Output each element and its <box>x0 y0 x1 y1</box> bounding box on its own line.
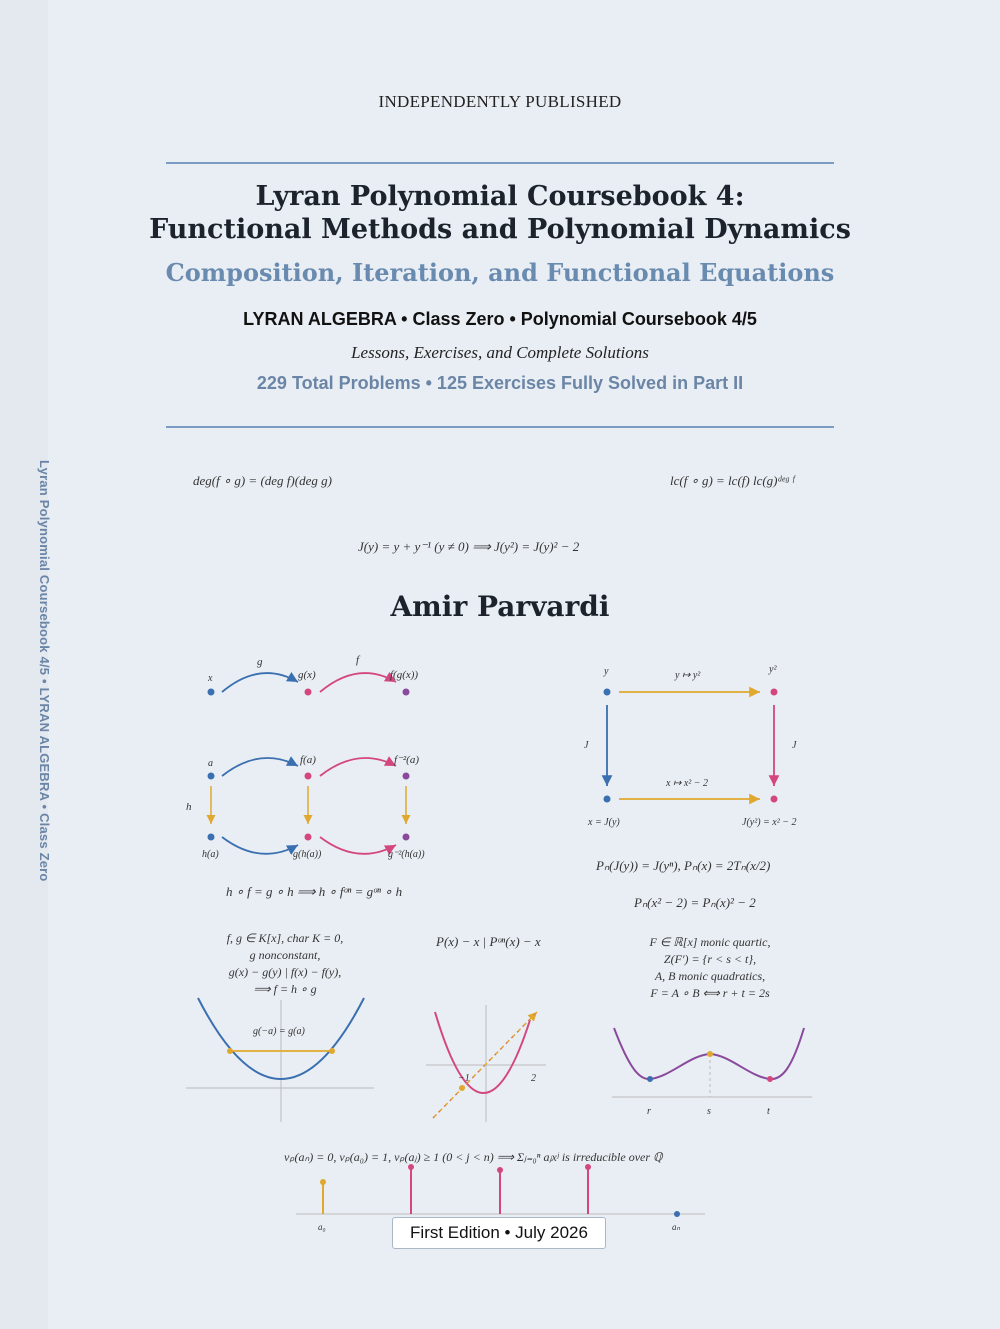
edition-badge: First Edition • July 2026 <box>392 1217 606 1249</box>
label-f: f <box>356 654 360 666</box>
label-J-right: J <box>792 740 797 751</box>
title-line-1: Lyran Polynomial Coursebook 4: <box>255 181 745 212</box>
label-y: y <box>604 666 609 677</box>
conjugacy-diagram <box>186 754 425 860</box>
dot-gx <box>305 689 312 696</box>
label-gha: g(h(a)) <box>293 849 322 860</box>
dot-x <box>208 689 215 696</box>
label-a0: a₀ <box>318 1222 326 1232</box>
label-f2a: f⁻²(a) <box>394 754 419 766</box>
formula-quartic <box>620 934 800 1002</box>
formula-degree: deg(f ∘ g) = (deg f)(deg g) <box>193 473 332 488</box>
label-J-left: J <box>584 740 589 751</box>
formula-decomposition <box>200 930 370 998</box>
label-map-top: y ↦ y² <box>675 670 701 681</box>
quartic-line-2: Z(F′) = {r < s < t}, <box>663 952 757 966</box>
label-minus-one: −1 <box>458 1073 470 1084</box>
formula-commute: h ∘ f = g ∘ h ⟹ h ∘ fᵒⁿ = gᵒⁿ ∘ h <box>226 884 403 899</box>
problem-counts: 229 Total Problems • 125 Exercises Fully Solved in Part II <box>256 373 744 393</box>
composition-diagram <box>207 654 418 696</box>
quartic-line-1: F ∈ ℝ[x] monic quartic, <box>649 935 771 949</box>
quartic-plot <box>612 1028 812 1117</box>
spine-title: Lyran Polynomial Coursebook 4/5 • LYRAN ALGEBRA • Class Zero <box>37 460 52 882</box>
decomp-line-3: g(x) − g(y) | f(x) − f(y), <box>228 965 342 979</box>
label-two: 2 <box>531 1073 536 1084</box>
label-x: x <box>208 673 213 684</box>
tagline: Lessons, Exercises, and Complete Solutions <box>351 343 649 362</box>
book-subtitle: Composition, Iteration, and Functional Equations <box>165 258 835 287</box>
author-name: Amir Parvardi <box>390 590 610 623</box>
label-sym: g(−a) = g(a) <box>253 1026 305 1037</box>
arrow-g <box>222 673 298 692</box>
formula-eisenstein: vₚ(aₙ) = 0, vₚ(a₀) = 1, vₚ(aⱼ) ≥ 1 (0 < j < n) ⟹ Σⱼ₌₀ⁿ aⱼxʲ is irreducible over ℚ <box>284 1150 663 1164</box>
publisher: INDEPENDENTLY PUBLISHED <box>378 92 622 111</box>
commutative-square <box>584 664 797 828</box>
label-x-eq: x = J(y) <box>588 817 620 828</box>
formula-joukowski: J(y) = y + y⁻¹ (y ≠ 0) ⟹ J(y²) = J(y)² − 2 <box>358 539 580 554</box>
label-g2ha: g⁻²(h(a)) <box>388 849 425 860</box>
formula-fixed-points: P(x) − x | Pᵒⁿ(x) − x <box>436 934 541 949</box>
quartic-line-3: A, B monic quadratics, <box>654 969 766 983</box>
label-fgx: f(g(x)) <box>390 669 419 681</box>
label-jy2: J(y²) = x² − 2 <box>742 817 797 828</box>
label-fa: f(a) <box>300 754 316 766</box>
label-gx: g(x) <box>298 669 316 681</box>
label-a: a <box>208 758 213 769</box>
title-line-2: Functional Methods and Polynomial Dynamics <box>149 214 851 245</box>
quartic-line-4: F = A ∘ B ⟺ r + t = 2s <box>650 986 770 1000</box>
decomp-line-1: f, g ∈ K[x], char K = 0, <box>226 931 344 945</box>
decomp-line-2: g nonconstant, <box>249 948 321 962</box>
series-line: LYRAN ALGEBRA • Class Zero • Polynomial Coursebook 4/5 <box>243 309 757 329</box>
decomp-line-4: ⟹ f = h ∘ g <box>253 982 317 996</box>
fixed-point-plot <box>426 1005 546 1122</box>
formula-chebyshev-1: Pₙ(J(y)) = J(yⁿ), Pₙ(x) = 2Tₙ(x/2) <box>596 858 771 873</box>
label-r: r <box>647 1106 651 1117</box>
label-y2: y² <box>769 664 777 675</box>
label-an: aₙ <box>672 1222 681 1232</box>
label-h: h <box>186 801 192 813</box>
label-ha: h(a) <box>202 849 219 860</box>
label-map-bottom: x ↦ x² − 2 <box>666 778 709 789</box>
dot-fgx <box>403 689 410 696</box>
label-t: t <box>767 1106 770 1117</box>
label-s: s <box>707 1106 711 1117</box>
symmetric-parabola-plot <box>186 998 374 1122</box>
formula-chebyshev-2: Pₙ(x² − 2) = Pₙ(x)² − 2 <box>634 895 756 910</box>
label-g: g <box>257 656 263 668</box>
formula-leading-coefficient: lc(f ∘ g) = lc(f) lc(g)ᵈᵉᵍ ᶠ <box>670 473 795 488</box>
arrow-f <box>320 673 396 692</box>
